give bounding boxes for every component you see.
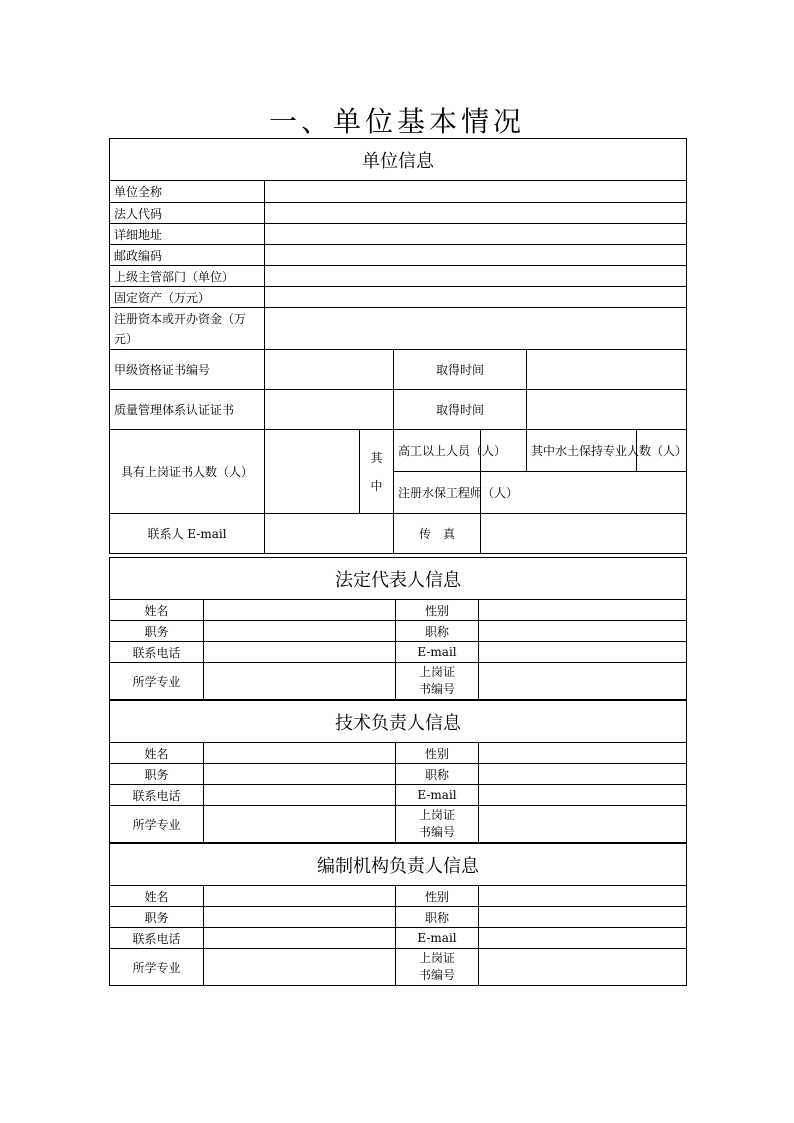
section-title-tech-lead: 技术负责人信息: [110, 701, 687, 743]
field-fixed-assets[interactable]: [265, 287, 687, 308]
field-cert-no[interactable]: [479, 806, 687, 843]
label-registered-capital: 注册资本或开办资金（万元）: [110, 308, 265, 350]
field-phone[interactable]: [204, 785, 396, 806]
field-name[interactable]: [204, 743, 396, 764]
label-gender: 性别: [396, 886, 479, 907]
label-title: 职称: [396, 621, 479, 642]
label-name: 姓名: [110, 743, 204, 764]
label-position: 职务: [110, 907, 204, 928]
label-major: 所学专业: [110, 949, 204, 986]
label-gender: 性别: [396, 600, 479, 621]
field-staff-count[interactable]: [265, 430, 360, 514]
label-fax: 传 真: [394, 514, 481, 554]
label-title: 职称: [396, 907, 479, 928]
org-lead-table: [109, 843, 687, 986]
label-staff-count: 具有上岗证书人数（人）: [110, 430, 265, 514]
label-email: E-mail: [396, 928, 479, 949]
label-reg-engineer: 注册水保工程师（人）: [394, 472, 481, 514]
label-among-1: 其: [370, 450, 383, 465]
label-fixed-assets: 固定资产（万元）: [110, 287, 265, 308]
field-major[interactable]: [204, 806, 396, 843]
label-superior: 上级主管部门（单位）: [110, 266, 265, 287]
label-address: 详细地址: [110, 224, 265, 245]
field-gender[interactable]: [479, 743, 687, 764]
field-title[interactable]: [479, 907, 687, 928]
field-cert-no[interactable]: [479, 949, 687, 986]
field-contact-email[interactable]: [265, 514, 394, 554]
label-major: 所学专业: [110, 806, 204, 843]
field-superior[interactable]: [265, 266, 687, 287]
field-position[interactable]: [204, 621, 396, 642]
field-gender[interactable]: [479, 886, 687, 907]
field-major[interactable]: [204, 949, 396, 986]
label-phone: 联系电话: [110, 928, 204, 949]
section-title-legal-rep: 法定代表人信息: [110, 558, 687, 600]
label-cert-no: 上岗证书编号: [396, 806, 479, 843]
label-major: 所学专业: [110, 663, 204, 700]
page-title: 一、单位基本情况: [268, 105, 525, 138]
label-wsc-pro-count: 其中水土保持专业人数（人）: [527, 430, 637, 472]
field-major[interactable]: [204, 663, 396, 700]
label-qms-cert: 质量管理体系认证证书: [110, 390, 265, 430]
label-cert-no: 上岗证书编号: [396, 663, 479, 700]
field-name[interactable]: [204, 600, 396, 621]
label-cert-no: 上岗证书编号: [396, 949, 479, 986]
label-unit-full-name: 单位全称: [110, 181, 265, 203]
unit-info-table: [109, 138, 687, 554]
field-legal-code[interactable]: [265, 203, 687, 224]
label-position: 职务: [110, 621, 204, 642]
legal-rep-table: [109, 557, 687, 700]
field-cert-no[interactable]: [479, 663, 687, 700]
label-obtain-time-1: 取得时间: [394, 350, 527, 390]
field-obtain-time-1[interactable]: [527, 350, 687, 390]
label-among-2: 中: [370, 478, 383, 493]
label-gender: 性别: [396, 743, 479, 764]
label-among: [360, 430, 394, 514]
label-phone: 联系电话: [110, 642, 204, 663]
field-title[interactable]: [479, 764, 687, 785]
label-contact-email: 联系人 E-mail: [110, 514, 265, 554]
field-postcode[interactable]: [265, 245, 687, 266]
label-obtain-time-2: 取得时间: [394, 390, 527, 430]
label-phone: 联系电话: [110, 785, 204, 806]
label-email: E-mail: [396, 642, 479, 663]
label-position: 职务: [110, 764, 204, 785]
label-postcode: 邮政编码: [110, 245, 265, 266]
label-email: E-mail: [396, 785, 479, 806]
field-phone[interactable]: [204, 642, 396, 663]
field-gender[interactable]: [479, 600, 687, 621]
field-address[interactable]: [265, 224, 687, 245]
field-email[interactable]: [479, 785, 687, 806]
field-obtain-time-2[interactable]: [527, 390, 687, 430]
field-cert-no[interactable]: [265, 350, 394, 390]
label-name: 姓名: [110, 600, 204, 621]
field-name[interactable]: [204, 886, 396, 907]
label-cert-no: 甲级资格证书编号: [110, 350, 265, 390]
label-senior-eng: 高工以上人员（人）: [394, 430, 481, 472]
field-qms-cert[interactable]: [265, 390, 394, 430]
label-name: 姓名: [110, 886, 204, 907]
field-email[interactable]: [479, 928, 687, 949]
section-title-org-lead: 编制机构负责人信息: [110, 844, 687, 886]
label-legal-code: 法人代码: [110, 203, 265, 224]
field-phone[interactable]: [204, 928, 396, 949]
field-title[interactable]: [479, 621, 687, 642]
field-email[interactable]: [479, 642, 687, 663]
field-fax[interactable]: [481, 514, 687, 554]
field-position[interactable]: [204, 907, 396, 928]
tech-lead-table: [109, 700, 687, 843]
label-title: 职称: [396, 764, 479, 785]
field-registered-capital[interactable]: [265, 308, 687, 350]
section-title-unit: 单位信息: [110, 139, 687, 181]
field-position[interactable]: [204, 764, 396, 785]
field-unit-full-name[interactable]: [265, 181, 687, 203]
